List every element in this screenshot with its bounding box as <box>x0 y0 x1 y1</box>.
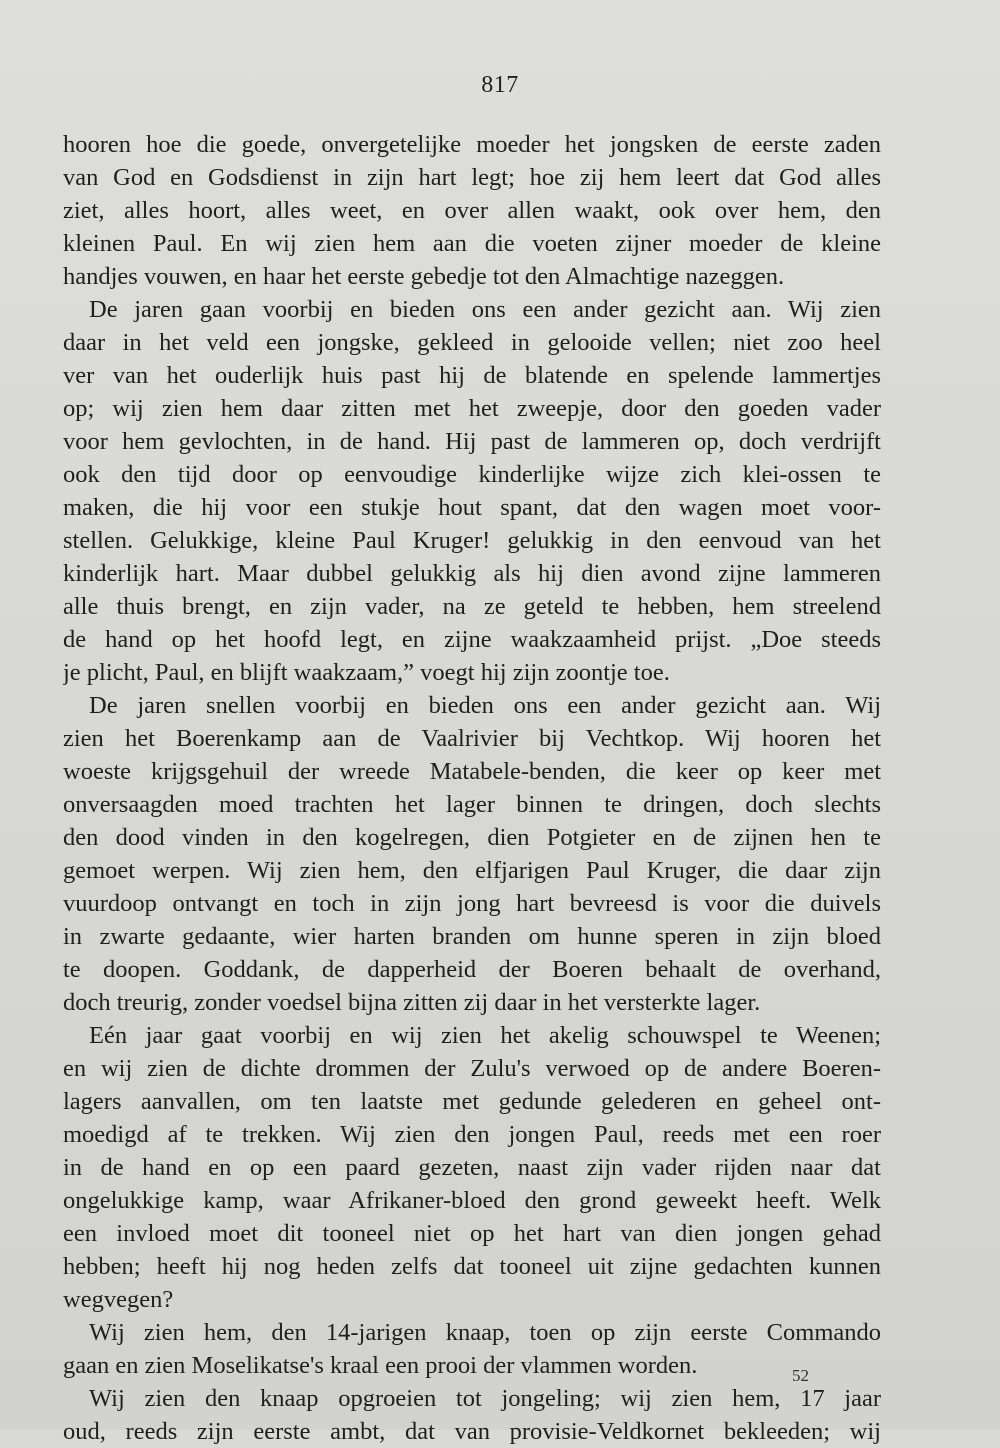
text-line: en wij zien de dichte drommen der Zulu's verwoed op de andere Boeren- <box>63 1055 881 1082</box>
text-line: ver van het ouderlijk huis past hij de blatende en spelende lammertjes <box>63 362 881 389</box>
text-line: woeste krijgsgehuil der wreede Matabele-benden, die keer op keer met <box>63 758 881 785</box>
text-line: in de hand en op een paard gezeten, naast zijn vader rijden naar dat <box>63 1154 881 1181</box>
text-line: ook den tijd door op eenvoudige kinderlijke wijze zich klei-ossen te <box>63 461 881 488</box>
text-line: De jaren snellen voorbij en bieden ons een ander gezicht aan. Wij <box>89 692 881 719</box>
text-line: Wij zien den knaap opgroeien tot jongeling; wij zien hem, 17 jaar <box>89 1385 881 1412</box>
text-line: oud, reeds zijn eerste ambt, dat van provisie-Veldkornet bekleeden; wij <box>63 1418 881 1445</box>
text-line: handjes vouwen, en haar het eerste gebedje tot den Almachtige nazeggen. <box>63 263 785 290</box>
text-line: je plicht, Paul, en blijft waakzaam,” voegt hij zijn zoontje toe. <box>63 659 670 686</box>
text-line: stellen. Gelukkige, kleine Paul Kruger! gelukkig in den eenvoud van het <box>63 527 881 554</box>
text-line: ongelukkige kamp, waar Afrikaner-bloed den grond geweekt heeft. Welk <box>63 1187 881 1214</box>
text-line: gaan en zien Moselikatse's kraal een prooi der vlammen worden. <box>63 1352 698 1379</box>
text-line: daar in het veld een jongske, gekleed in gelooide vellen; niet zoo heel <box>63 329 881 356</box>
text-line: zien het Boerenkamp aan de Vaalrivier bij Vechtkop. Wij hooren het <box>63 725 881 752</box>
text-line: wegvegen? <box>63 1286 174 1313</box>
text-line: kinderlijk hart. Maar dubbel gelukkig als hij dien avond zijne lammeren <box>63 560 881 587</box>
text-line: alle thuis brengt, en zijn vader, na ze geteld te hebben, hem streelend <box>63 593 881 620</box>
text-line: ziet, alles hoort, alles weet, en over allen waakt, ook over hem, den <box>63 197 881 224</box>
text-line: Wij zien hem, den 14-jarigen knaap, toen op zijn eerste Commando <box>89 1319 881 1346</box>
text-line: hooren hoe die goede, onvergetelijke moeder het jongsken de eerste zaden <box>63 131 881 158</box>
text-line: kleinen Paul. En wij zien hem aan die voeten zijner moeder de kleine <box>63 230 881 257</box>
text-line: Eén jaar gaat voorbij en wij zien het akelig schouwspel te Weenen; <box>89 1022 881 1049</box>
text-line: vuurdoop ontvangt en toch in zijn jong hart bevreesd is voor die duivels <box>63 890 881 917</box>
page-number: 817 <box>481 72 519 98</box>
body-text <box>63 128 881 1448</box>
text-line: van God en Godsdienst in zijn hart legt; hoe zij hem leert dat God alles <box>63 164 881 191</box>
text-line: moedigd af te trekken. Wij zien den jongen Paul, reeds met een roer <box>63 1121 881 1148</box>
text-line: den dood vinden in den kogelregen, dien Potgieter en de zijnen hen te <box>63 824 881 851</box>
text-line: maken, die hij voor een stukje hout spant, dat den wagen moet voor- <box>63 494 881 521</box>
signature-mark: 52 <box>792 1366 809 1385</box>
text-line: in zwarte gedaante, wier harten branden om hunne speren in zijn bloed <box>63 923 881 950</box>
text-line: lagers aanvallen, om ten laatste met gedunde gelederen en geheel ont- <box>63 1088 881 1115</box>
text-line: doch treurig, zonder voedsel bijna zitten zij daar in het versterkte lager. <box>63 989 761 1016</box>
text-line: een invloed moet dit tooneel niet op het hart van dien jongen gehad <box>63 1220 881 1247</box>
text-line: hebben; heeft hij nog heden zelfs dat tooneel uit zijne gedachten kunnen <box>63 1253 881 1280</box>
text-line: voor hem gevlochten, in de hand. Hij past de lammeren op, doch verdrijft <box>63 428 881 455</box>
text-line: te doopen. Goddank, de dapperheid der Boeren behaalt de overhand, <box>63 956 881 983</box>
text-line: gemoet werpen. Wij zien hem, den elfjarigen Paul Kruger, die daar zijn <box>63 857 881 884</box>
text-line: De jaren gaan voorbij en bieden ons een ander gezicht aan. Wij zien <box>89 296 881 323</box>
text-line: de hand op het hoofd legt, en zijne waakzaamheid prijst. „Doe steeds <box>63 626 881 653</box>
text-line: onversaagden moed trachten het lager binnen te dringen, doch slechts <box>63 791 881 818</box>
text-line: op; wij zien hem daar zitten met het zweepje, door den goeden vader <box>63 395 881 422</box>
